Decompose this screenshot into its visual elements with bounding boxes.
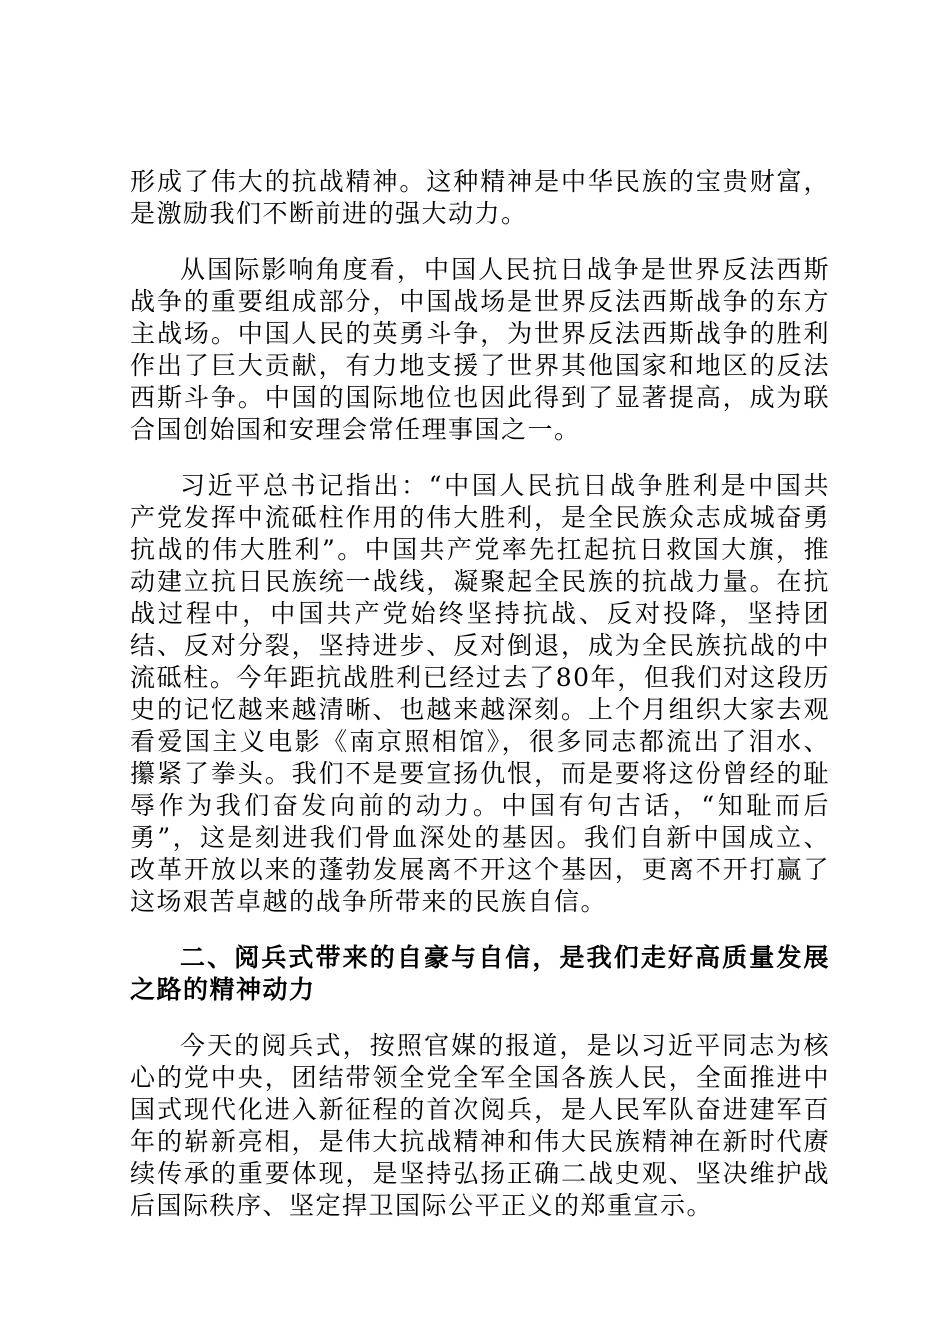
section-heading-2: 二、阅兵式带来的自豪与自信，是我们走好高质量发展之路的精神动力	[130, 943, 830, 1004]
paragraph-continuation: 形成了伟大的抗战精神。这种精神是中华民族的宝贵财富，是激励我们不断前进的强大动力。	[130, 167, 830, 228]
document-body	[130, 166, 830, 1246]
paragraph-xi-quote: 习近平总书记指出：“中国人民抗日战争胜利是中国共产党发挥中流砥柱作用的伟大胜利，是全民族众志成城奋勇抗战的伟大胜利”。中国共产党率先扛起抗日救国大旗，推动建立抗日民族统一战线，凝聚起全民族的抗战力量。在抗战过程中，中国共产党始终坚持抗战、反对投降，坚持团结、反对分裂，坚持进步、反对倒退，成为全民族抗战的中流砥柱。今年距抗战胜利已经过去了80年，但我们对这段历史的记忆越来越清晰、也越来越深刻。上个月组织大家去观看爱国主义电影《南京照相馆》，很多同志都流出了泪水、攥紧了拳头。我们不是要宣扬仇恨，而是要将这份曾经的耻辱作为我们奋发向前的动力。中国有句古话，“知耻而后勇”，这是刻进我们骨血深处的基因。我们自新中国成立、改革开放以来的蓬勃发展离不开这个基因，更离不开打赢了这场艰苦卓越的战争所带来的民族自信。	[130, 471, 830, 916]
paragraph-parade: 今天的阅兵式，按照官媒的报道，是以习近平同志为核心的党中央，团结带领全党全军全国各族人民，全面推进中国式现代化进入新征程的首次阅兵，是人民军队奋进建军百年的崭新亮相，是伟大抗战精神和伟大民族精神在新时代赓续传承的重要体现，是坚持弘扬正确二战史观、坚决维护战后国际秩序、坚定捍卫国际公平正义的郑重宣示。	[130, 1031, 830, 1220]
paragraph-international-influence: 从国际影响角度看，中国人民抗日战争是世界反法西斯战争的重要组成部分，中国战场是世界反法西斯战争的东方主战场。中国人民的英勇斗争，为世界反法西斯战争的胜利作出了巨大贡献，有力地支援了世界其他国家和地区的反法西斯斗争。中国的国际地位也因此得到了显著提高，成为联合国创始国和安理会常任理事国之一。	[130, 255, 830, 444]
